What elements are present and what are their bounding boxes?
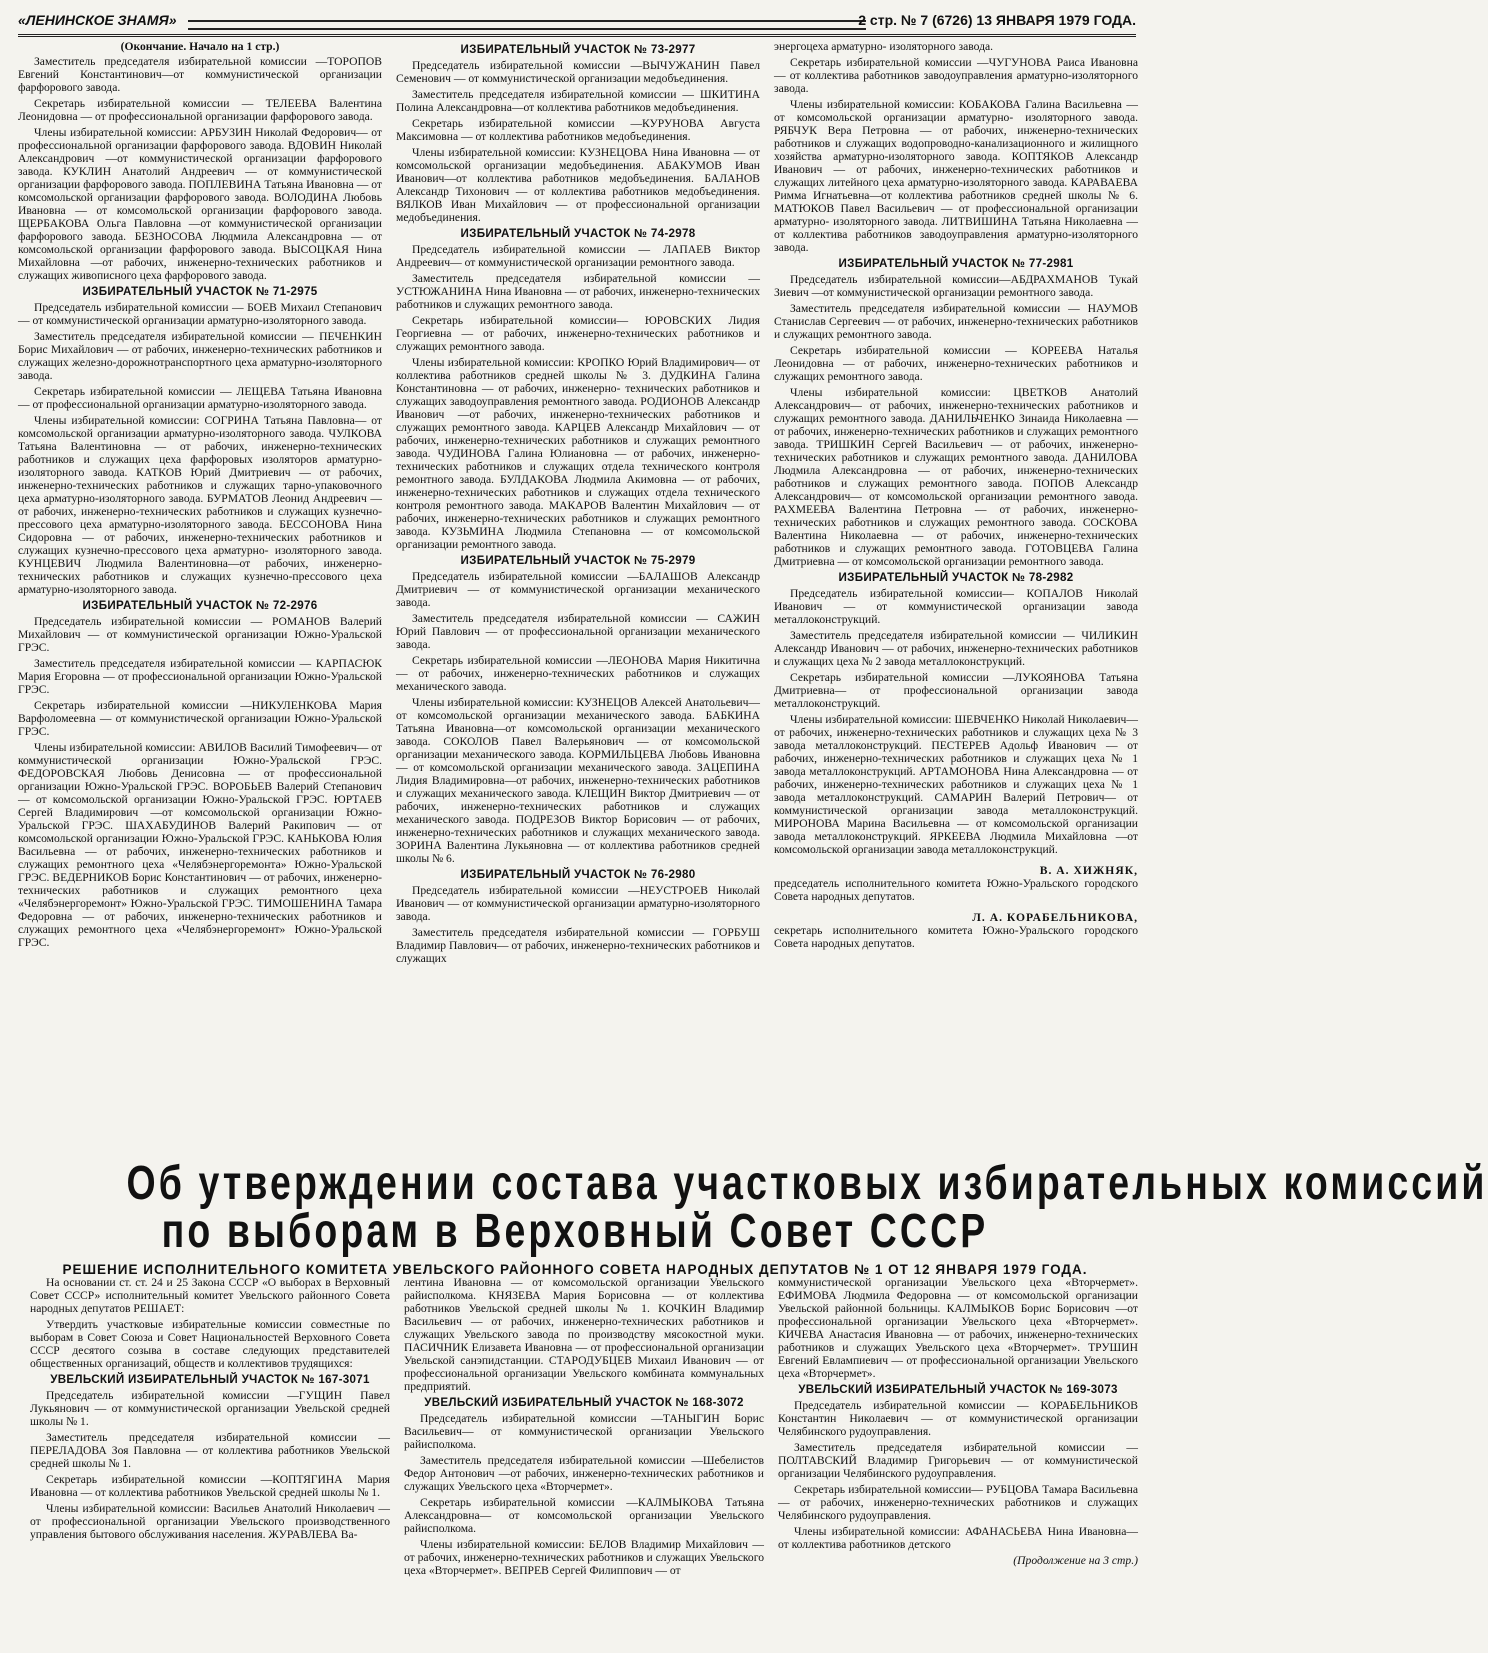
paragraph: Члены избирательной комиссии: Васильев Анатолий Николаевич — от профессиональной организации Увельского производственного управления бытового обслуживания населения. ЖУРАВЛЕВА Ва-	[30, 1502, 390, 1541]
lower-columns	[30, 1276, 1138, 1648]
paragraph: Члены избирательной комиссии: ЦВЕТКОВ Анатолий Александрович— от рабочих, инженерно-технических работников и служащих ремонтного завода. ДАНИЛЬЧЕНКО Зинаида Николаевна — от рабочих, инженерно-технических работников и служащих ремонтного завода. ТРИШКИН Сергей Васильевич — от рабочих, инженерно- технических работников и служащих ремонтного завода. ДАНИЛОВА Людмила Александровна — от рабочих, инженерно-технических работников и служащих ремонтного завода. ПОПОВ Александр Александрович— от комсомольской организации ремонтного завода. РАХМЕЕВА Валентина Петровна — от рабочих, инженерно-технических работников и служащих ремонтного завода. СОСКОВА Валентина Николаевна — от рабочих, инженерно-технических работников и служащих ремонтного завода. ГОТОВЦЕВА Галина Дмитриевна — от комсомольской организации ремонтного завода.	[774, 386, 1138, 568]
paragraph: Заместитель председателя избирательной комиссии —ПЕРЕЛАДОВА Зоя Павловна — от коллектива работников Увельской средней школы № 1.	[30, 1431, 390, 1470]
paragraph: Секретарь избирательной комиссии — ТЕЛЕЕВА Валентина Леонидовна — от профессиональной организации фарфорового завода.	[18, 97, 382, 123]
newspaper-name: «ЛЕНИНСКОЕ ЗНАМЯ»	[18, 12, 177, 28]
precinct-heading: УВЕЛЬСКИЙ ИЗБИРАТЕЛЬНЫЙ УЧАСТОК № 168-3072	[424, 1396, 744, 1409]
masthead	[18, 8, 1136, 37]
paragraph: Секретарь избирательной комиссии — ЛЕЩЕВА Татьяна Ивановна — от профессиональной организации арматурно-изоляторного завода.	[18, 385, 382, 411]
paragraph: Члены избирательной комиссии: ШЕВЧЕНКО Николай Николаевич— от рабочих, инженерно-технических работников и служащих цеха № 3 завода металлоконструкций. ПЕСТЕРЕВ Адольф Иванович — от рабочих, инженерно-технических работников и служащих цеха № 1 завода металлоконструкций. АРТАМОНОВА Нина Александровна — от рабочих, инженерно-технических работников и служащих цеха № 1 завода металлоконструкций. САМАРИН Валерий Петрович— от коммунистической организации завода металлоконструкций. МИРОНОВА Марина Васильевна — от комсомольской организации завода металлоконструкций. ЯРКЕЕВА Людмила Михайловна —от комсомольской организации завода металлоконструкций.	[774, 713, 1138, 856]
paragraph: Председатель избирательной комиссии — ЛАПАЕВ Виктор Андреевич— от коммунистической организации ремонтного завода.	[396, 243, 760, 269]
column-3	[774, 40, 1138, 1148]
signature-name: В. А. ХИЖНЯК,	[1039, 864, 1138, 877]
paragraph: Члены избирательной комиссии: АВИЛОВ Василий Тимофеевич— от коммунистической организации Южно-Уральской ГРЭС. ФЕДОРОВСКАЯ Любовь Денисовна — от профессиональной организации Южно-Уральской ГРЭС. ВОРОБЬЕВ Валерий Степанович — от комсомольской организации Южно-Уральской ГРЭС. ЮРТАЕВ Сергей Владимирович —от комсомольской организации Южно-Уральской ГРЭС. ШАХАБУДИНОВ Валерий Ракипович — от комсомольской организации Южно-Уральской ГРЭС. КАНЬКОВА Юлия Васильевна — от рабочих, инженерно-технических работников и служащих ремонтного цеха «Челябэнергоремонта» Южно-Уральской ГРЭС. ВЕДЕРНИКОВ Борис Константинович — от рабочих, инженерно-технических работников и служащих ремонтного цеха «Челябэнергоремонт» Южно-Уральской ГРЭС. ТИМОШЕНИНА Тамара Федоровна — от рабочих, инженерно-технических работников и служащих ремонтного цеха «Челябэнергоремонт» Южно-Уральской ГРЭС.	[18, 741, 382, 949]
precinct-heading: УВЕЛЬСКИЙ ИЗБИРАТЕЛЬНЫЙ УЧАСТОК № 167-3071	[50, 1373, 370, 1386]
paragraph: Секретарь избирательной комиссии— ЮРОВСКИХ Лидия Георгиевна — от рабочих, инженерно-технических работников и служащих ремонтного завода.	[396, 314, 760, 353]
precinct-heading: УВЕЛЬСКИЙ ИЗБИРАТЕЛЬНЫЙ УЧАСТОК № 169-3073	[798, 1383, 1118, 1396]
paragraph: Заместитель председателя избирательной комиссии — САЖИН Юрий Павлович — от профессиональной организации механического завода.	[396, 612, 760, 651]
paragraph: лентина Ивановна — от комсомольской организации Увельского райисполкома. КНЯЗЕВА Мария Борисовна — от коллектива работников Увельской средней школы № 1. КОЧКИН Владимир Васильевич — от рабочих, инженерно-технических работников и служащих Увельского завода по производству мясокостной муки. ПАСИЧНИК Елизавета Ивановна — от профессиональной организации Увельской санэпидстанции. СТАРОДУБЦЕВ Михаил Иванович — от профессиональной организации Увельского комбината коммунальных предприятий.	[404, 1276, 764, 1393]
paragraph: Заместитель председателя избирательной комиссии — УСТЮЖАНИНА Нина Ивановна — от рабочих, инженерно-технических работников и служащих ремонтного завода.	[396, 272, 760, 311]
column-1	[18, 40, 382, 1148]
paragraph: Председатель избирательной комиссии —НЕУСТРОЕВ Николай Иванович — от коммунистической организации арматурно-изоляторного завода.	[396, 884, 760, 923]
paragraph: Заместитель председателя избирательной комиссии — ЧИЛИКИН Александр Иванович — от рабочих, инженерно-технических работников и служащих цеха № 2 завода металлоконструкций.	[774, 629, 1138, 668]
headline-line-1: Об утверждении состава участковых избирательных комиссий	[126, 1157, 1488, 1210]
signature-role: секретарь исполнительного комитета Южно-Уральского городского Совета народных депутатов.	[774, 924, 1138, 950]
paragraph: Секретарь избирательной комиссии —КАЛМЫКОВА Татьяна Александровна— от комсомольской организации Увельского райисполкома.	[404, 1496, 764, 1535]
precinct-heading: ИЗБИРАТЕЛЬНЫЙ УЧАСТОК № 75-2979	[460, 554, 696, 567]
headline-line-2: по выборам в Верховный Совет СССР	[161, 1205, 989, 1258]
signature-role: председатель исполнительного комитета Южно-Уральского городского Совета народных депутатов.	[774, 877, 1138, 903]
paragraph: Председатель избирательной комиссии —БАЛАШОВ Александр Дмитриевич — от коммунистической организации механического завода.	[396, 570, 760, 609]
paragraph: коммунистической организации Увельского цеха «Вторчермет». ЕФИМОВА Людмила Федоровна — от комсомольской организации Увельской районной больницы. КАЛМЫКОВ Борис Борисович —от профессиональной организации Увельского цеха «Вторчермет». КИЧЕВА Анастасия Ивановна — от рабочих, инженерно-технических работников и служащих Увельского цеха «Вторчермет». ТРУШИН Евгений Евлампиевич — от профессиональной организации Увельского цеха «Вторчермет».	[778, 1276, 1138, 1380]
paragraph: Председатель избирательной комиссии — РОМАНОВ Валерий Михайлович — от коммунистической организации Южно-Уральской ГРЭС.	[18, 615, 382, 654]
paragraph: Заместитель председателя избирательной комиссии — ПОЛТАВСКИЙ Владимир Григорьевич — от коммунистической организации Челябинского рудоуправления.	[778, 1441, 1138, 1480]
continuation-note: (Окончание. Начало на 1 стр.)	[120, 40, 280, 53]
signature	[774, 911, 1138, 950]
paragraph: энергоцеха арматурно- изоляторного завода.	[774, 40, 994, 53]
precinct-heading: ИЗБИРАТЕЛЬНЫЙ УЧАСТОК № 72-2976	[82, 599, 318, 612]
paragraph: Председатель избирательной комиссии — БОЕВ Михаил Степанович — от коммунистической организации арматурно-изоляторного завода.	[18, 301, 382, 327]
paragraph: Заместитель председателя избирательной комиссии — ГОРБУШ Владимир Павлович— от рабочих, инженерно-технических работников и служащих	[396, 926, 761, 965]
continued-note: (Продолжение на 3 стр.)	[1013, 1554, 1138, 1567]
paragraph: Секретарь избирательной комиссии —НИКУЛЕНКОВА Мария Варфоломеевна — от коммунистической организации Южно-Уральской ГРЭС.	[18, 699, 382, 738]
paragraph: Секретарь избирательной комиссии— РУБЦОВА Тамара Васильевна — от рабочих, инженерно-технических работников и служащих Челябинского рудоуправления.	[778, 1483, 1138, 1522]
paragraph: Секретарь избирательной комиссии —КОПТЯГИНА Мария Ивановна — от коллектива работников Увельской средней школы № 1.	[30, 1473, 390, 1499]
masthead-rule	[188, 20, 866, 30]
paragraph: Председатель избирательной комиссии —ТАНЫГИН Борис Васильевич— от коммунистической организации Увельского райисполкома.	[404, 1412, 764, 1451]
paragraph: Заместитель председателя избирательной комиссии — КАРПАСЮК Мария Егоровна — от профессиональной организации Южно-Уральской ГРЭС.	[18, 657, 382, 696]
paragraph: Секретарь избирательной комиссии —ЛУКОЯНОВА Татьяна Дмитриевна— от профессиональной организации завода металлоконструкций.	[774, 671, 1138, 710]
column-2	[396, 40, 760, 1148]
paragraph: Секретарь избирательной комиссии —КУРУНОВА Августа Максимовна — от коллектива работников медобъединения.	[396, 117, 760, 143]
signature-name: Л. А. КОРАБЕЛЬНИКОВА,	[972, 911, 1138, 924]
precinct-heading: ИЗБИРАТЕЛЬНЫЙ УЧАСТОК № 77-2981	[838, 257, 1074, 270]
paragraph: Председатель избирательной комиссии— КОПАЛОВ Николай Иванович — от коммунистической организации завода металлоконструкций.	[774, 587, 1138, 626]
paragraph: Члены избирательной комиссии: АФАНАСЬЕВА Нина Ивановна— от коллектива работников детского	[778, 1525, 1138, 1551]
precinct-heading: ИЗБИРАТЕЛЬНЫЙ УЧАСТОК № 71-2975	[82, 285, 318, 298]
paragraph: Члены избирательной комиссии: КУЗНЕЦОВ Алексей Анатольевич— от комсомольской организации механического завода. БАБКИНА Татьяна Ивановна—от комсомольской организации механического завода. СОКОЛОВ Павел Валерьянович — от комсомольской организации механического завода. КОРМИЛЬЦЕВА Любовь Ивановна — от комсомольской организации механического завода. ЗАЦЕПИНА Лидия Владимировна—от рабочих, инженерно-технических работников и служащих механического завода. КЛЕЩИН Виктор Дмитриевич — от рабочих, инженерно-технических работников и служащих механического завода. ПОДРЕЗОВ Виктор Борисович — от рабочих, инженерно-технических работников и служащих механического завода. ЗОРИНА Валентина Лукьяновна — от коллектива работников средней школы № 6.	[396, 696, 760, 865]
paragraph: Члены избирательной комиссии: КОБАКОВА Галина Васильевна — от комсомольской организации арматурно- изоляторного завода. РЯБЧУК Вера Петровна — от рабочих, инженерно-технических работников и служащих водопроводно-канализационного и жилищного хозяйства арматурно-изоляторного завода. КОПТЯКОВ Александр Иванович — от рабочих, инженерно-технических работников и служащих литейного цеха арматурно-изоляторного завода. КАРАВАЕВА Римма Игнатьевна—от коллектива работников средней школы № 6. МАТЮКОВ Павел Васильевич — от профессиональной организации арматурно- изоляторного завода. ЛИТВИШИНА Татьяна Николаевна — от коллектива работников заводоуправления арматурно-изоляторного завода.	[774, 98, 1138, 254]
signature	[774, 864, 1138, 903]
paragraph: Председатель избирательной комиссии —ГУЩИН Павел Лукьянович — от коммунистической организации Увельской средней школы № 1.	[30, 1389, 390, 1428]
paragraph: Секретарь избирательной комиссии —ЛЕОНОВА Мария Никитична — от рабочих, инженерно-технических работников и служащих механического завода.	[396, 654, 760, 693]
upper-columns	[18, 40, 1138, 1148]
precinct-heading: ИЗБИРАТЕЛЬНЫЙ УЧАСТОК № 73-2977	[460, 43, 696, 56]
issue-info: 2 стр. № 7 (6726) 13 ЯНВАРЯ 1979 ГОДА.	[858, 12, 1136, 28]
paragraph: Заместитель председателя избирательной комиссии —Шебелистов Федор Антонович —от рабочих, инженерно-технических работников и служащих Увельского цеха «Вторчермет».	[404, 1454, 764, 1493]
lower-column-3	[778, 1276, 1138, 1648]
paragraph: Председатель избирательной комиссии —ВЫЧУЖАНИН Павел Семенович — от коммунистической организации медобъединения.	[396, 59, 760, 85]
precinct-heading: ИЗБИРАТЕЛЬНЫЙ УЧАСТОК № 76-2980	[460, 868, 696, 881]
paragraph: Заместитель председателя избирательной комиссии —ТОРОПОВ Евгений Константинович—от коммунистической организации фарфорового завода.	[18, 55, 382, 94]
paragraph: Председатель избирательной комиссии — КОРАБЕЛЬНИКОВ Константин Николаевич — от коммунистической организации Челябинского рудоуправления.	[778, 1399, 1138, 1438]
paragraph: Члены избирательной комиссии: БЕЛОВ Владимир Михайлович —от рабочих, инженерно-технических работников и служащих Увельского цеха «Вторчермет». ВЕПРЕВ Сергей Филиппович — от	[404, 1538, 764, 1577]
headline-subtitle: РЕШЕНИЕ ИСПОЛНИТЕЛЬНОГО КОМИТЕТА УВЕЛЬСКОГО РАЙОННОГО СОВЕТА НАРОДНЫХ ДЕПУТАТОВ № 1 ОТ 12 ЯНВАРЯ 1979 ГОДА.	[62, 1262, 1088, 1277]
paragraph: Члены избирательной комиссии: СОГРИНА Татьяна Павловна— от комсомольской организации арматурно-изоляторного завода. ЧУЛКОВА Татьяна Валентиновна — от рабочих, инженерно-технических работников и служащих цеха фарфоровых изоляторов арматурно-изоляторного завода. КАТКОВ Юрий Дмитриевич — от рабочих, инженерно-технических работников и служащих тарно-упаковочного цеха арматурно-изоляторного завода. БУРМАТОВ Леонид Андреевич — от рабочих, инженерно-технических работников и служащих кузнечно-прессового цеха арматурно-изоляторного завода. БЕССОНОВА Нина Сидоровна — от рабочих, инженерно-технических работников и служащих кузнечно-прессового цеха арматурно- изоляторного завода. КУНЦЕВИЧ Людмила Валентиновна—от рабочих, инженерно-технических работников и служащих кузнечно-прессового цеха арматурно-изоляторного завода.	[18, 414, 382, 596]
precinct-heading: ИЗБИРАТЕЛЬНЫЙ УЧАСТОК № 78-2982	[838, 571, 1074, 584]
paragraph: Председатель избирательной комиссии—АБДРАХМАНОВ Тукай Зиевич —от коммунистической организации ремонтного завода.	[774, 273, 1138, 299]
paragraph: Утвердить участковые избирательные комиссии совместные по выборам в Совет Союза и Совет Национальностей Верховного Совета СССР десятого созыва в составе следующих представителей общественных организаций, обществ и коллективов трудящихся:	[30, 1318, 390, 1370]
paragraph: Члены избирательной комиссии: КРОПКО Юрий Владимирович— от коллектива работников средней школы № 3. ДУДКИНА Галина Константиновна — от рабочих, инженерно- технических работников и служащих заводоуправления ремонтного завода. РОДИОНОВ Александр Иванович —от рабочих, инженерно-технических работников и служащих ремонтного завода. КАРЦЕВ Александр Михайлович — от рабочих, инженерно-технических работников и служащих ремонтного завода. ЧУДИНОВА Галина Юлиановна — от рабочих, инженерно-технических работников и служащих отдела технического контроля ремонтного завода. БУЛДАКОВА Людмила Акимовна — от рабочих, инженерно-технических работников и служащих отдела технического контроля ремонтного завода. МАКАРОВ Валентин Михайлович — от рабочих, инженерно-технических работников и служащих ремонтного завода. КУЗЬМИНА Людмила Степановна — от комсомольской организации ремонтного завода.	[396, 356, 760, 551]
lower-column-1	[30, 1276, 390, 1648]
paragraph: Секретарь избирательной комиссии — КОРЕЕВА Наталья Леонидовна — от рабочих, инженерно-технических работников и служащих ремонтного завода.	[774, 344, 1138, 383]
paragraph: Заместитель председателя избирательной комиссии — ШКИТИНА Полина Александровна—от коллектива работников медобъединения.	[396, 88, 760, 114]
paragraph: Заместитель председателя избирательной комиссии — НАУМОВ Станислав Сергеевич — от рабочих, инженерно-технических работников и служащих ремонтного завода.	[774, 302, 1138, 341]
lower-column-2	[404, 1276, 764, 1648]
paragraph: Заместитель председателя избирательной комиссии — ПЕЧЕНКИН Борис Михайлович — от рабочих, инженерно-технических работников и служащих железно-дорожнотранспортного цеха арматурно-изоляторного завода.	[18, 330, 382, 382]
paragraph: На основании ст. ст. 24 и 25 Закона СССР «О выборах в Верховный Совет СССР» исполнительный комитет Увельского районного Совета народных депутатов РЕШАЕТ:	[30, 1276, 390, 1315]
paragraph: Члены избирательной комиссии: КУЗНЕЦОВА Нина Ивановна — от комсомольской организации медобъединения. АБАКУМОВ Иван Иванович—от коллектива работников медобъединения. БАЛАНОВ Александр Тихонович — от коллектива работников медобъединения. ВЯЛКОВ Иван Михайлович — от профессиональной организации медобъединения.	[396, 146, 760, 224]
paragraph: Секретарь избирательной комиссии —ЧУГУНОВА Раиса Ивановна — от коллектива работников заводоуправления арматурно-изоляторного завода.	[774, 56, 1138, 95]
precinct-heading: ИЗБИРАТЕЛЬНЫЙ УЧАСТОК № 74-2978	[460, 227, 696, 240]
article-headline	[0, 1157, 1488, 1277]
paragraph: Члены избирательной комиссии: АРБУЗИН Николай Федорович— от профессиональной организации фарфорового завода. ВДОВИН Николай Александрович —от коммунистической организации фарфорового завода. КУКЛИН Анатолий Андреевич — от коммунистической организации фарфорового завода. ПОПЛЕВИНА Татьяна Ивановна — от комсомольской организации фарфорового завода. ВОЛОДИНА Любовь Ивановна — от комсомольской организации фарфорового завода. ЩЕРБАКОВА Ольга Павловна —от коммунистической организации фарфорового завода. БЕЗНОСОВА Людмила Александровна — от комсомольской организации фарфорового завода. ВЫСОЦКАЯ Нина Михайловна —от рабочих, инженерно-технических работников и служащих живописного цеха фарфорового завода.	[18, 126, 382, 282]
